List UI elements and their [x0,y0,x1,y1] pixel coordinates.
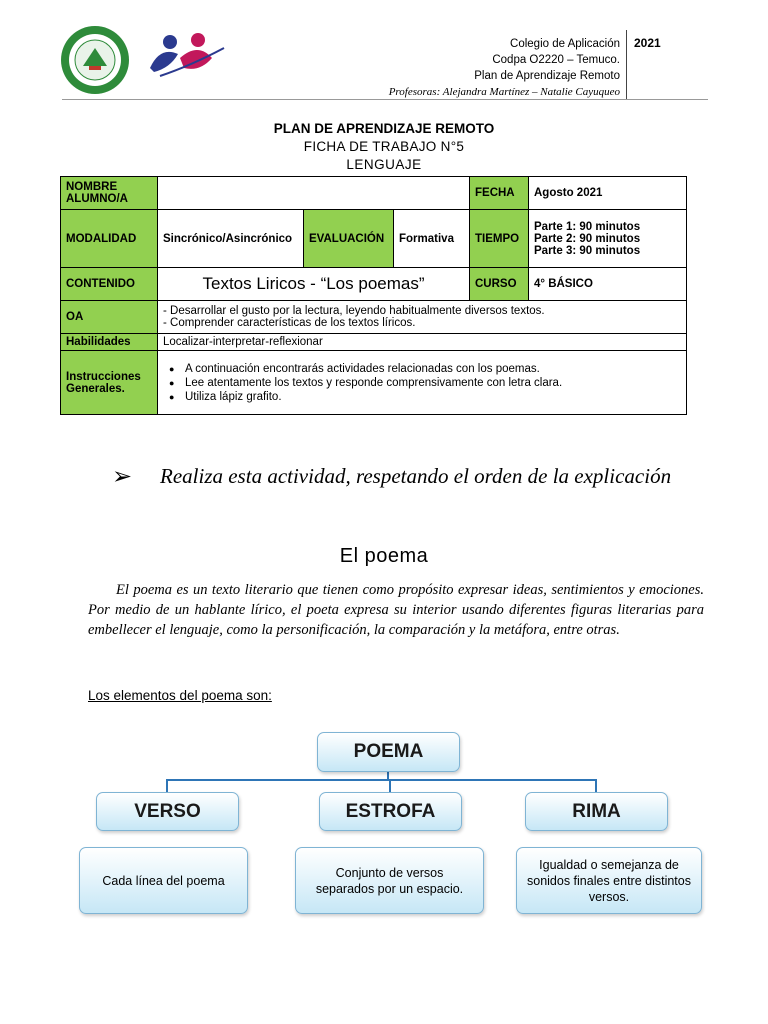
tiempo-label: TIEMPO [470,210,529,268]
header-divider [626,30,627,100]
modalidad-label: MODALIDAD [61,210,158,268]
connector-rima [595,779,597,793]
tiempo-part-3: Parte 3: 90 minutos [534,244,641,257]
subject-title: LENGUAJE [346,157,422,172]
habilidades-label: Habilidades [61,334,158,351]
habilidades-value: Localizar-interpretar-reflexionar [158,334,687,351]
sheet-title: FICHA DE TRABAJO N°5 [303,139,465,154]
tiempo-part-1: Parte 1: 90 minutos [534,220,641,233]
school-code: Codpa O2220 – Temuco. [492,54,620,66]
modalidad-value: Sincrónico/Asincrónico [158,210,304,268]
teachers: Profesoras: Alejandra Martínez – Natalie Cayuqueo [388,86,620,98]
school-seal-logo [50,24,140,96]
nombre-label: NOMBRE ALUMNO/A [61,177,158,210]
elements-label: Los elementos del poema son: [88,688,272,703]
instruction-item: ● Lee atentamente los textos y responde comprensivamente con letra clara. [163,377,681,389]
evaluacion-label: EVALUACIÓN [304,210,394,268]
oa-label: OA [61,301,158,334]
diagram-root-poema: POEMA [317,732,460,772]
contenido-value: Textos Liricos - “Los poemas” [158,268,470,301]
curso-value: 4° BÁSICO [529,268,687,301]
diagram-node-verso: VERSO [96,792,239,831]
main-title: PLAN DE APRENDIZAJE REMOTO [273,121,495,136]
instrucciones-list [158,351,687,415]
school-name: Colegio de Aplicación [510,38,620,50]
contenido-label: CONTENIDO [61,268,158,301]
diagram-desc-estrofa: Conjunto de versos separados por un espacio. [295,847,484,914]
header-rule [62,99,708,100]
school-header [389,36,620,100]
tiempo-values [529,210,687,268]
oa-item-1: - Desarrollar el gusto por la lectura, leyendo habitualmente diversos textos. [163,305,545,317]
evaluacion-value: Formativa [394,210,470,268]
connector-estrofa [389,779,391,793]
inclusion-logo [140,28,235,90]
diagram-desc-verso: Cada línea del poema [79,847,248,914]
diagram-node-estrofa: ESTROFA [319,792,462,831]
diagram-desc-rima: Igualdad o semejanza de sonidos finales entre distintos versos. [516,847,702,914]
section-title: El poema [339,545,429,567]
info-table [60,176,687,415]
diagram-node-rima: RIMA [525,792,668,831]
poem-definition: El poema es un texto literario que tienen como propósito expresar ideas, sentimientos y emociones. Por medio de un hablante lírico, el poeta expresa su interior usando diferentes figuras literarias para embellecer el lenguaje, como la personificación, la comparación y la metáfora, entre otras. [88,582,704,638]
curso-label: CURSO [470,268,529,301]
plan-name: Plan de Aprendizaje Remoto [474,70,620,82]
connector-verso [166,779,168,793]
oa-values [158,301,687,334]
tiempo-part-2: Parte 2: 90 minutos [534,232,641,245]
instruction-item: ● A continuación encontrarás actividades relacionadas con los poemas. [163,363,681,375]
connector-horizontal [166,779,596,781]
fecha-value: Agosto 2021 [529,177,687,210]
oa-item-2: - Comprender características de los textos líricos. [163,317,416,329]
arrow-bullet-icon: ➢ [112,463,133,490]
instruction-item: ● Utiliza lápiz grafito. [163,391,681,403]
header-year: 2021 [634,36,661,50]
nombre-value[interactable] [158,177,470,210]
activity-instruction: Realiza esta actividad, respetando el orden de la explicación [160,464,672,488]
instrucciones-label: Instrucciones Generales. [61,351,158,415]
fecha-label: FECHA [470,177,529,210]
